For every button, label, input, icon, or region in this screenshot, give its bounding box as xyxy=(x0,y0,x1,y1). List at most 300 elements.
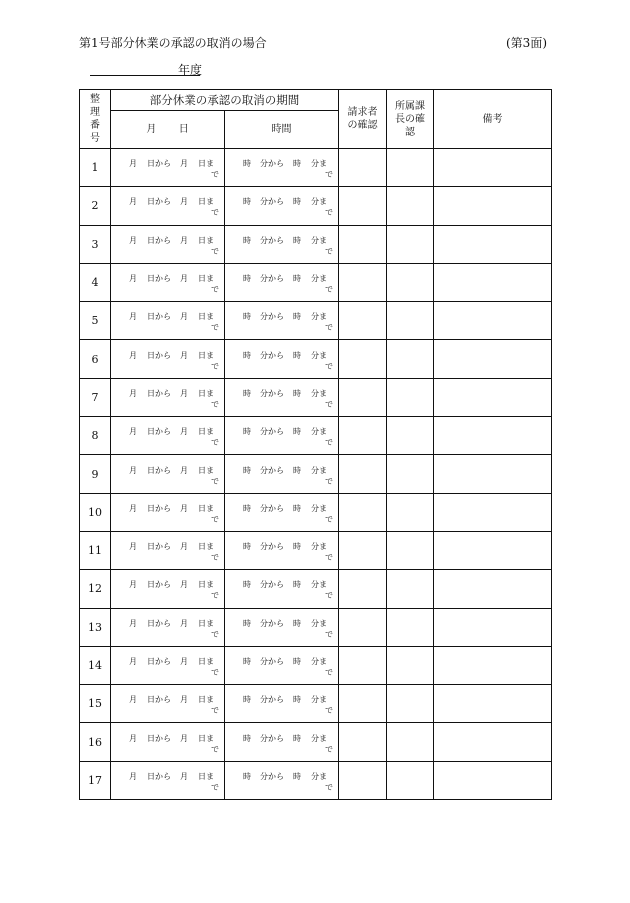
time-cell[interactable] xyxy=(225,187,339,225)
date-month-from: 月 xyxy=(129,465,137,475)
requester-check-cell[interactable] xyxy=(339,608,387,646)
time-minute-to: 分ま xyxy=(311,388,327,398)
date-month-from: 月 xyxy=(129,274,137,284)
time-end: で xyxy=(325,438,333,448)
date-end: で xyxy=(211,208,219,218)
time-end: で xyxy=(325,285,333,295)
time-minute-from: 分から xyxy=(260,733,284,743)
manager-check-cell[interactable] xyxy=(387,493,434,531)
date-month-from: 月 xyxy=(129,695,137,705)
requester-check-cell[interactable] xyxy=(339,417,387,455)
date-day-to: 日ま xyxy=(198,159,214,169)
cancellation-table xyxy=(79,89,552,800)
time-cell[interactable] xyxy=(225,302,339,340)
time-minute-to: 分ま xyxy=(311,618,327,628)
date-end: で xyxy=(211,744,219,754)
date-month-to: 月 xyxy=(180,657,188,666)
table-row xyxy=(80,340,552,378)
table-row xyxy=(80,608,552,646)
time-cell[interactable] xyxy=(225,608,339,646)
time-hour-to: 時 xyxy=(293,235,301,245)
date-end: で xyxy=(211,246,219,256)
date-end: で xyxy=(211,553,219,563)
time-hour-from: 時 xyxy=(243,159,251,169)
time-hour-from: 時 xyxy=(243,197,251,207)
time-hour-from: 時 xyxy=(243,657,251,666)
date-month-from: 月 xyxy=(129,388,137,398)
time-minute-from: 分から xyxy=(260,427,284,437)
header-row-1 xyxy=(80,90,552,111)
requester-check-cell[interactable] xyxy=(339,761,387,799)
time-end: で xyxy=(325,744,333,754)
remarks-cell[interactable] xyxy=(434,340,552,378)
date-end: で xyxy=(211,323,219,333)
manager-check-cell[interactable] xyxy=(387,340,434,378)
table-row xyxy=(80,225,552,263)
date-day-from: 日から xyxy=(147,657,171,666)
row-number: 11 xyxy=(80,531,111,569)
form-title: 第1号部分休業の承認の取消の場合 xyxy=(79,36,267,50)
header-number-char: 号 xyxy=(90,133,100,144)
date-end: で xyxy=(211,591,219,601)
time-minute-from: 分から xyxy=(260,312,284,322)
date-day-to: 日ま xyxy=(198,235,214,245)
row-number: 9 xyxy=(80,455,111,493)
date-month-to: 月 xyxy=(180,580,188,590)
time-hour-from: 時 xyxy=(243,427,251,437)
time-end: で xyxy=(325,668,333,677)
manager-check-cell[interactable] xyxy=(387,608,434,646)
time-cell[interactable] xyxy=(225,570,339,608)
date-cell[interactable] xyxy=(111,417,225,455)
time-hour-to: 時 xyxy=(293,427,301,437)
time-hour-to: 時 xyxy=(293,197,301,207)
time-end: で xyxy=(325,514,333,524)
time-minute-to: 分ま xyxy=(311,274,327,284)
date-month-from: 月 xyxy=(129,618,137,628)
time-end: で xyxy=(325,782,333,792)
date-month-from: 月 xyxy=(129,312,137,322)
remarks-cell[interactable] xyxy=(434,225,552,263)
row-number: 3 xyxy=(80,225,111,263)
date-month-to: 月 xyxy=(180,159,188,169)
time-end: で xyxy=(325,706,333,716)
remarks-cell[interactable] xyxy=(434,263,552,301)
date-month-from: 月 xyxy=(129,733,137,743)
date-month-to: 月 xyxy=(180,695,188,705)
date-cell[interactable] xyxy=(111,608,225,646)
time-cell[interactable] xyxy=(225,685,339,723)
date-day-from: 日から xyxy=(147,388,171,398)
time-end: で xyxy=(325,591,333,601)
time-end: で xyxy=(325,246,333,256)
time-hour-to: 時 xyxy=(293,465,301,475)
time-cell[interactable] xyxy=(225,761,339,799)
remarks-cell[interactable] xyxy=(434,531,552,569)
time-end: で xyxy=(325,323,333,333)
date-day-from: 日から xyxy=(147,733,171,743)
table-row xyxy=(80,570,552,608)
header-remarks: 備考 xyxy=(434,90,552,149)
date-day-to: 日ま xyxy=(198,350,214,360)
table-row xyxy=(80,493,552,531)
time-hour-to: 時 xyxy=(293,274,301,284)
date-day-to: 日ま xyxy=(198,771,214,781)
date-day-from: 日から xyxy=(147,159,171,169)
date-cell[interactable] xyxy=(111,723,225,761)
date-end: で xyxy=(211,629,219,639)
header-month: 月 xyxy=(146,124,157,135)
date-cell[interactable] xyxy=(111,646,225,684)
remarks-cell[interactable] xyxy=(434,149,552,187)
time-hour-from: 時 xyxy=(243,580,251,590)
date-month-to: 月 xyxy=(180,312,188,322)
time-end: で xyxy=(325,170,333,180)
time-end: で xyxy=(325,399,333,409)
date-day-from: 日から xyxy=(147,503,171,513)
date-end: で xyxy=(211,706,219,716)
header-requester-label: 請求者の確認 xyxy=(347,107,378,131)
date-day-from: 日から xyxy=(147,350,171,360)
date-cell[interactable] xyxy=(111,302,225,340)
date-cell[interactable] xyxy=(111,263,225,301)
row-number: 10 xyxy=(80,493,111,531)
year-label: 年度 xyxy=(178,63,203,77)
date-month-to: 月 xyxy=(180,197,188,207)
time-minute-to: 分ま xyxy=(311,427,327,437)
manager-check-cell[interactable] xyxy=(387,263,434,301)
time-hour-from: 時 xyxy=(243,695,251,705)
remarks-cell[interactable] xyxy=(434,608,552,646)
date-month-to: 月 xyxy=(180,465,188,475)
manager-check-cell[interactable] xyxy=(387,570,434,608)
time-hour-to: 時 xyxy=(293,350,301,360)
date-end: で xyxy=(211,285,219,295)
row-number: 6 xyxy=(80,340,111,378)
date-day-to: 日ま xyxy=(198,197,214,207)
requester-check-cell[interactable] xyxy=(339,531,387,569)
requester-check-cell[interactable] xyxy=(339,455,387,493)
row-number: 5 xyxy=(80,302,111,340)
time-minute-from: 分から xyxy=(260,274,284,284)
time-hour-to: 時 xyxy=(293,618,301,628)
date-day-to: 日ま xyxy=(198,695,214,705)
remarks-cell[interactable] xyxy=(434,187,552,225)
time-hour-to: 時 xyxy=(293,771,301,781)
time-hour-to: 時 xyxy=(293,388,301,398)
manager-check-cell[interactable] xyxy=(387,225,434,263)
table-row xyxy=(80,646,552,684)
time-minute-to: 分ま xyxy=(311,235,327,245)
requester-check-cell[interactable] xyxy=(339,302,387,340)
time-cell[interactable] xyxy=(225,646,339,684)
date-month-from: 月 xyxy=(129,350,137,360)
page-number: (第3面) xyxy=(506,36,547,50)
requester-check-cell[interactable] xyxy=(339,493,387,531)
time-cell[interactable] xyxy=(225,455,339,493)
time-minute-from: 分から xyxy=(260,695,284,705)
time-minute-to: 分ま xyxy=(311,312,327,322)
date-day-from: 日から xyxy=(147,580,171,590)
remarks-cell[interactable] xyxy=(434,646,552,684)
row-number: 17 xyxy=(80,761,111,799)
date-day-to: 日ま xyxy=(198,312,214,322)
time-minute-from: 分から xyxy=(260,388,284,398)
time-minute-to: 分ま xyxy=(311,197,327,207)
time-minute-from: 分から xyxy=(260,542,284,552)
time-minute-to: 分ま xyxy=(311,733,327,743)
header-number-char: 番 xyxy=(90,120,100,131)
requester-check-cell[interactable] xyxy=(339,378,387,416)
time-end: で xyxy=(325,476,333,486)
header-date xyxy=(111,111,225,149)
time-minute-to: 分ま xyxy=(311,542,327,552)
date-day-from: 日から xyxy=(147,465,171,475)
time-hour-from: 時 xyxy=(243,388,251,398)
date-cell[interactable] xyxy=(111,685,225,723)
time-cell[interactable] xyxy=(225,493,339,531)
table-body xyxy=(80,149,552,800)
date-day-to: 日ま xyxy=(198,618,214,628)
row-number: 2 xyxy=(80,187,111,225)
remarks-cell[interactable] xyxy=(434,570,552,608)
remarks-cell[interactable] xyxy=(434,723,552,761)
date-day-from: 日から xyxy=(147,695,171,705)
time-hour-from: 時 xyxy=(243,350,251,360)
date-month-from: 月 xyxy=(129,235,137,245)
date-month-to: 月 xyxy=(180,542,188,552)
remarks-cell[interactable] xyxy=(434,417,552,455)
row-number: 4 xyxy=(80,263,111,301)
manager-check-cell[interactable] xyxy=(387,723,434,761)
date-month-from: 月 xyxy=(129,771,137,781)
time-hour-from: 時 xyxy=(243,235,251,245)
time-minute-to: 分ま xyxy=(311,159,327,169)
requester-check-cell[interactable] xyxy=(339,187,387,225)
date-month-to: 月 xyxy=(180,733,188,743)
table-row xyxy=(80,302,552,340)
table-row xyxy=(80,723,552,761)
manager-check-cell[interactable] xyxy=(387,187,434,225)
date-day-to: 日ま xyxy=(198,427,214,437)
time-hour-to: 時 xyxy=(293,695,301,705)
header-period: 部分休業の承認の取消の期間 xyxy=(111,90,339,111)
date-end: で xyxy=(211,170,219,180)
manager-check-cell[interactable] xyxy=(387,378,434,416)
date-cell[interactable] xyxy=(111,149,225,187)
time-end: で xyxy=(325,361,333,371)
manager-check-cell[interactable] xyxy=(387,302,434,340)
manager-check-cell[interactable] xyxy=(387,761,434,799)
time-minute-to: 分ま xyxy=(311,350,327,360)
header-requester xyxy=(339,90,387,149)
requester-check-cell[interactable] xyxy=(339,225,387,263)
date-day-to: 日ま xyxy=(198,465,214,475)
time-hour-from: 時 xyxy=(243,503,251,513)
date-month-to: 月 xyxy=(180,771,188,781)
header-manager-label: 所属課長の確認 xyxy=(395,100,425,138)
time-hour-from: 時 xyxy=(243,542,251,552)
time-hour-from: 時 xyxy=(243,618,251,628)
time-cell[interactable] xyxy=(225,340,339,378)
date-day-from: 日から xyxy=(147,618,171,628)
time-cell[interactable] xyxy=(225,263,339,301)
requester-check-cell[interactable] xyxy=(339,646,387,684)
row-number: 15 xyxy=(80,685,111,723)
table-row xyxy=(80,187,552,225)
time-hour-to: 時 xyxy=(293,503,301,513)
date-month-to: 月 xyxy=(180,235,188,245)
time-minute-to: 分ま xyxy=(311,695,327,705)
header-number xyxy=(80,90,111,149)
time-end: で xyxy=(325,208,333,218)
date-day-to: 日ま xyxy=(198,657,214,666)
table-row xyxy=(80,149,552,187)
requester-check-cell[interactable] xyxy=(339,263,387,301)
time-cell[interactable] xyxy=(225,723,339,761)
date-month-to: 月 xyxy=(180,274,188,284)
date-month-from: 月 xyxy=(129,159,137,169)
requester-check-cell[interactable] xyxy=(339,570,387,608)
time-minute-from: 分から xyxy=(260,618,284,628)
date-day-from: 日から xyxy=(147,197,171,207)
table-row xyxy=(80,531,552,569)
header-time: 時間 xyxy=(225,111,339,149)
remarks-cell[interactable] xyxy=(434,761,552,799)
date-day-from: 日から xyxy=(147,274,171,284)
requester-check-cell[interactable] xyxy=(339,685,387,723)
requester-check-cell[interactable] xyxy=(339,149,387,187)
time-cell[interactable] xyxy=(225,531,339,569)
date-day-to: 日ま xyxy=(198,542,214,552)
time-hour-from: 時 xyxy=(243,274,251,284)
header-day: 日 xyxy=(178,124,189,135)
date-month-from: 月 xyxy=(129,197,137,207)
date-day-to: 日ま xyxy=(198,503,214,513)
date-month-from: 月 xyxy=(129,427,137,437)
time-hour-from: 時 xyxy=(243,733,251,743)
date-end: で xyxy=(211,514,219,524)
date-end: で xyxy=(211,668,219,677)
remarks-cell[interactable] xyxy=(434,378,552,416)
requester-check-cell[interactable] xyxy=(339,340,387,378)
remarks-cell[interactable] xyxy=(434,455,552,493)
remarks-cell[interactable] xyxy=(434,685,552,723)
date-end: で xyxy=(211,361,219,371)
date-end: で xyxy=(211,438,219,448)
time-hour-to: 時 xyxy=(293,657,301,666)
manager-check-cell[interactable] xyxy=(387,149,434,187)
date-cell[interactable] xyxy=(111,340,225,378)
date-day-to: 日ま xyxy=(198,274,214,284)
row-number: 7 xyxy=(80,378,111,416)
time-minute-to: 分ま xyxy=(311,657,327,666)
time-minute-from: 分から xyxy=(260,657,284,666)
date-cell[interactable] xyxy=(111,570,225,608)
row-number: 13 xyxy=(80,608,111,646)
date-end: で xyxy=(211,399,219,409)
date-cell[interactable] xyxy=(111,531,225,569)
time-hour-to: 時 xyxy=(293,312,301,322)
time-minute-from: 分から xyxy=(260,197,284,207)
row-number: 8 xyxy=(80,417,111,455)
time-minute-from: 分から xyxy=(260,350,284,360)
table-row xyxy=(80,378,552,416)
date-month-to: 月 xyxy=(180,388,188,398)
time-minute-from: 分から xyxy=(260,580,284,590)
table-row xyxy=(80,455,552,493)
time-end: で xyxy=(325,629,333,639)
time-hour-from: 時 xyxy=(243,312,251,322)
date-cell[interactable] xyxy=(111,455,225,493)
time-hour-from: 時 xyxy=(243,771,251,781)
time-minute-from: 分から xyxy=(260,503,284,513)
date-cell[interactable] xyxy=(111,187,225,225)
date-day-from: 日から xyxy=(147,542,171,552)
requester-check-cell[interactable] xyxy=(339,723,387,761)
date-day-from: 日から xyxy=(147,312,171,322)
time-hour-to: 時 xyxy=(293,580,301,590)
date-month-to: 月 xyxy=(180,503,188,513)
manager-check-cell[interactable] xyxy=(387,685,434,723)
time-hour-to: 時 xyxy=(293,542,301,552)
time-minute-to: 分ま xyxy=(311,465,327,475)
header-manager xyxy=(387,90,434,149)
manager-check-cell[interactable] xyxy=(387,417,434,455)
remarks-cell[interactable] xyxy=(434,493,552,531)
time-cell[interactable] xyxy=(225,225,339,263)
time-minute-to: 分ま xyxy=(311,503,327,513)
header-number-char: 整 xyxy=(90,94,100,105)
date-cell[interactable] xyxy=(111,493,225,531)
time-minute-from: 分から xyxy=(260,159,284,169)
table-row xyxy=(80,263,552,301)
date-cell[interactable] xyxy=(111,225,225,263)
header-number-char: 理 xyxy=(90,107,100,118)
date-cell[interactable] xyxy=(111,378,225,416)
date-month-from: 月 xyxy=(129,657,137,666)
date-end: で xyxy=(211,476,219,486)
date-cell[interactable] xyxy=(111,761,225,799)
date-month-from: 月 xyxy=(129,580,137,590)
date-month-from: 月 xyxy=(129,503,137,513)
time-minute-from: 分から xyxy=(260,235,284,245)
date-month-to: 月 xyxy=(180,427,188,437)
remarks-cell[interactable] xyxy=(434,302,552,340)
manager-check-cell[interactable] xyxy=(387,455,434,493)
time-end: で xyxy=(325,553,333,563)
row-number: 16 xyxy=(80,723,111,761)
date-month-from: 月 xyxy=(129,542,137,552)
table-row xyxy=(80,761,552,799)
time-hour-to: 時 xyxy=(293,733,301,743)
time-cell[interactable] xyxy=(225,417,339,455)
time-minute-from: 分から xyxy=(260,771,284,781)
date-day-to: 日ま xyxy=(198,733,214,743)
row-number: 1 xyxy=(80,149,111,187)
date-day-to: 日ま xyxy=(198,388,214,398)
time-cell[interactable] xyxy=(225,149,339,187)
date-end: で xyxy=(211,782,219,792)
time-minute-to: 分ま xyxy=(311,771,327,781)
table-row xyxy=(80,685,552,723)
time-cell[interactable] xyxy=(225,378,339,416)
date-month-to: 月 xyxy=(180,618,188,628)
row-number: 12 xyxy=(80,570,111,608)
date-day-from: 日から xyxy=(147,235,171,245)
manager-check-cell[interactable] xyxy=(387,531,434,569)
manager-check-cell[interactable] xyxy=(387,646,434,684)
